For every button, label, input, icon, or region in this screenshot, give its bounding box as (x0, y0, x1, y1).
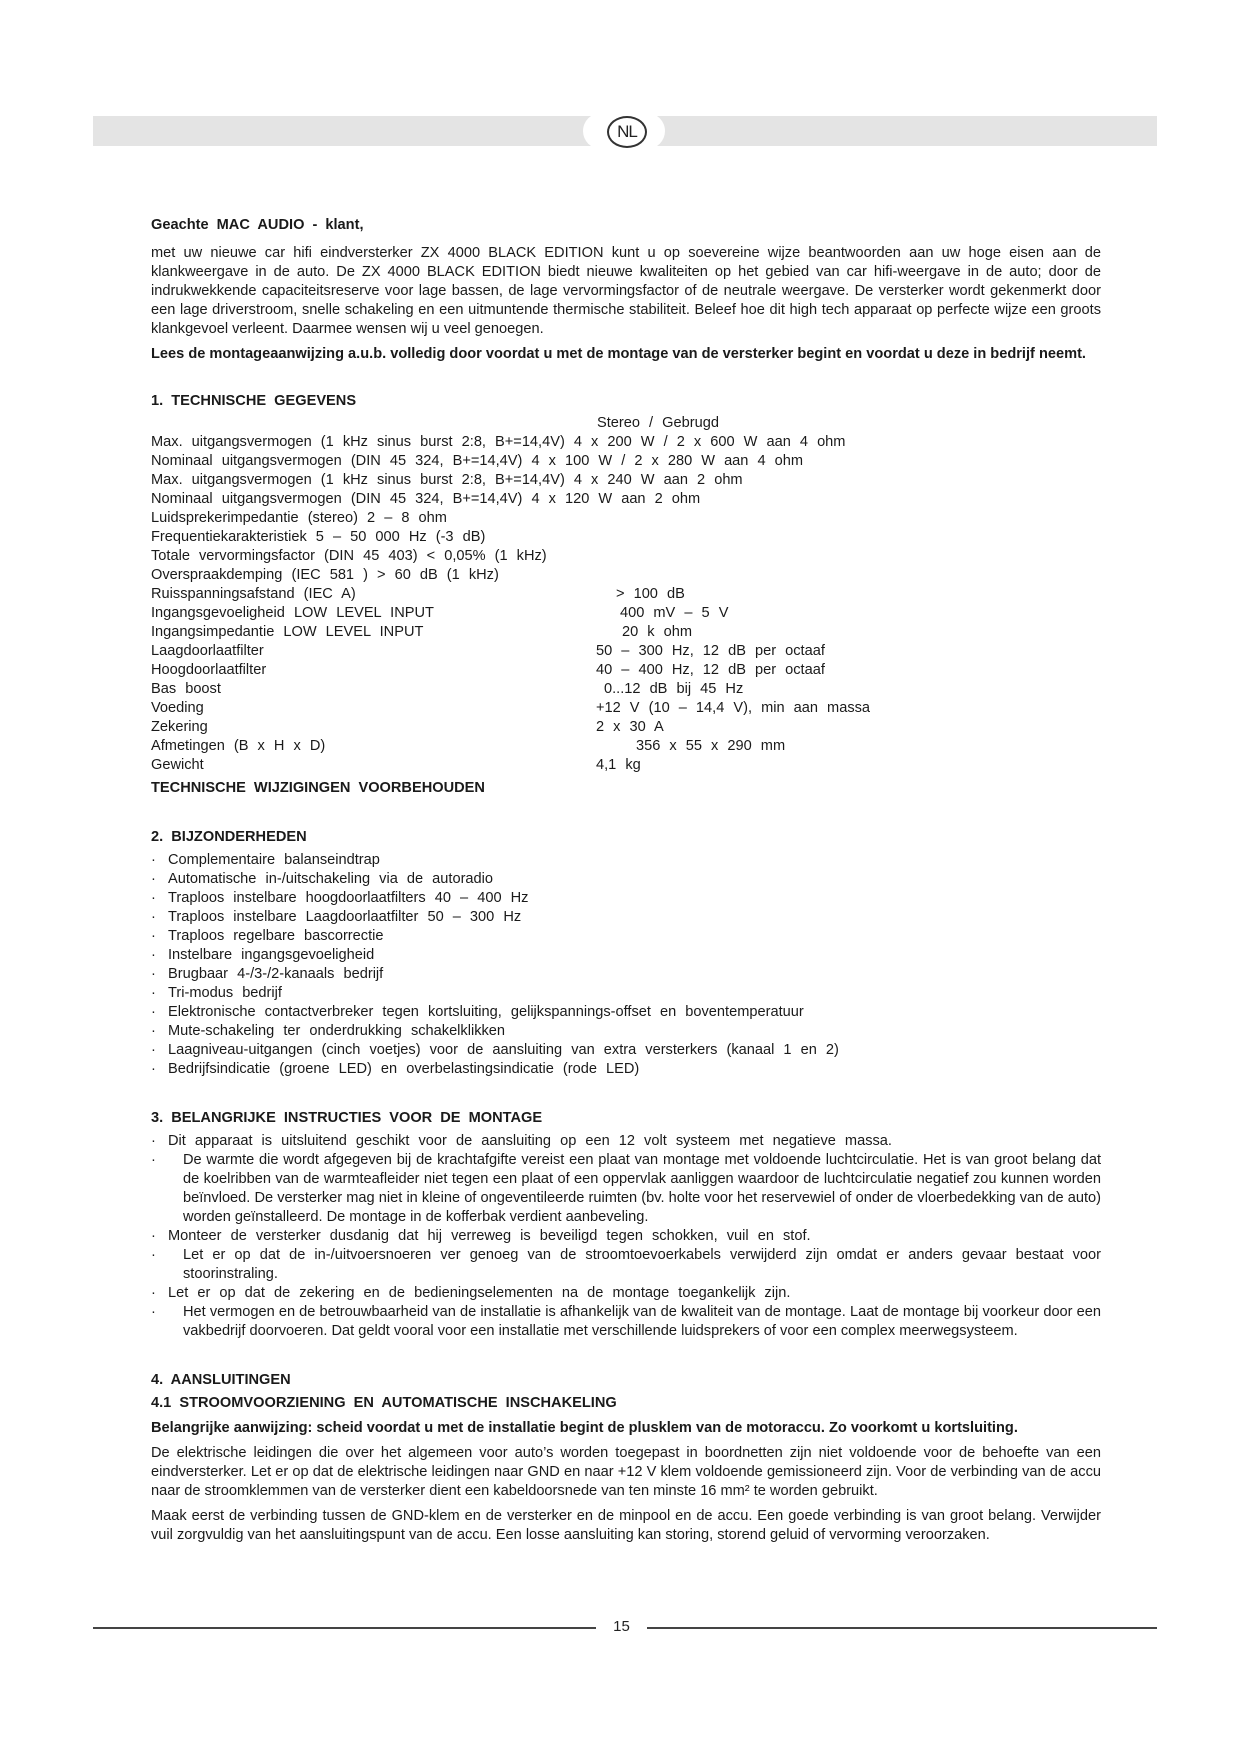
page-content (151, 216, 1101, 1545)
spec-row: Nominaal uitgangsvermogen (DIN 45 324, B+=14,4V) 4 x 100 W / 2 x 280 W aan 4 ohm (151, 453, 804, 469)
spec-row (151, 585, 1101, 604)
section-4-1-title: 4.1 STROOMVOORZIENING EN AUTOMATISCHE INSCHAKELING (151, 1395, 617, 1411)
list-item: · Laagniveau-uitgangen (cinch voetjes) voor de aansluiting van extra versterkers (kanaal 1 en 2) (151, 1041, 1101, 1060)
spec-value: 0...12 dB bij 45 Hz (604, 681, 744, 697)
spec-label: Gewicht (151, 757, 204, 773)
list-item: · Traploos regelbare bascorrectie (151, 927, 1101, 946)
list-item: · Brugbaar 4-/3-/2-kanaals bedrijf (151, 965, 1101, 984)
spec-value: > 100 dB (616, 586, 685, 602)
list-item: · Elektronische contactverbreker tegen kortsluiting, gelijkspannings-offset en boventemperatuur (151, 1003, 1101, 1022)
spec-row (151, 642, 1101, 661)
list-item: · Traploos instelbare Laagdoorlaatfilter 50 – 300 Hz (151, 908, 1101, 927)
list-item: · Let er op dat de in-/uitvoersnoeren ver genoeg van de stroomtoevoerkabels verwijderd zijn omdat er anders gevaar bestaat voor stoorinstraling. (151, 1246, 1101, 1284)
list-item: · Let er op dat de zekering en de bedieningselementen na de montage toegankelijk zijn. (151, 1284, 1101, 1303)
section-1-title: 1. TECHNISCHE GEGEVENS (151, 393, 357, 409)
spec-table (151, 585, 1101, 775)
list-item: · Mute-schakeling ter onderdrukking schakelklikken (151, 1022, 1101, 1041)
spec-row: Max. uitgangsvermogen (1 kHz sinus burst 2:8, B+=14,4V) 4 x 240 W aan 2 ohm (151, 472, 743, 488)
section-4-title: 4. AANSLUITINGEN (151, 1372, 291, 1388)
section-3-title: 3. BELANGRIJKE INSTRUCTIES VOOR DE MONTAGE (151, 1110, 543, 1126)
spec-row (151, 661, 1101, 680)
spec-row (151, 699, 1101, 718)
spec-footnote: TECHNISCHE WIJZIGINGEN VOORBEHOUDEN (151, 780, 485, 796)
spec-value: 2 x 30 A (596, 719, 664, 735)
footer-rule-left (93, 1627, 596, 1629)
list-item: · Automatische in-/uitschakeling via de autoradio (151, 870, 1101, 889)
spec-row: Nominaal uitgangsvermogen (DIN 45 324, B+=14,4V) 4 x 120 W aan 2 ohm (151, 491, 701, 507)
list-item: · Tri-modus bedrijf (151, 984, 1101, 1003)
spec-value: 356 x 55 x 290 mm (636, 738, 786, 754)
spec-value: 20 k ohm (622, 624, 693, 640)
list-item: · Het vermogen en de betrouwbaarheid van de installatie is afhankelijk van de kwaliteit van de montage. Laat de montage bij voorkeur door een vakbedrijf doorvoeren. Dat geldt vooral voor een installatie met verschillende luidsprekers of voor een complex meerwegsysteem. (151, 1303, 1101, 1341)
spec-row (151, 718, 1101, 737)
spec-label: Ingangsimpedantie LOW LEVEL INPUT (151, 624, 424, 640)
connection-paragraph-2: Maak eerst de verbinding tussen de GND-klem en de versterker en de minpool en de accu. Een goede verbinding is van groot belang. Verwijder vuil zorgvuldig van het aansluitingspunt van de accu. Een losse aansluiting kan storing, storend geluid of vervorming veroorzaken. (151, 1508, 1101, 1543)
spec-value: +12 V (10 – 14,4 V), min aan massa (596, 700, 871, 716)
spec-row: Max. uitgangsvermogen (1 kHz sinus burst 2:8, B+=14,4V) 4 x 200 W / 2 x 600 W aan 4 ohm (151, 434, 846, 450)
spec-row (151, 756, 1101, 775)
spec-label: Afmetingen (B x H x D) (151, 738, 326, 754)
footer-rule-right (647, 1627, 1157, 1629)
list-item: · Instelbare ingangsgevoeligheid (151, 946, 1101, 965)
connection-paragraph-1: De elektrische leidingen die over het algemeen voor auto’s worden toegepast in boordnetten zijn niet voldoende voor de behoefte van een eindversterker. Let er op dat de elektrische leidingen naar GND en naar +12 V klem voldoende gemissioneerd zijn. Voor de verbinding van de accu naar de stroomklemmen van de versterker dient een kabeldoorsnede van ten minste 16 mm² te worden gebruikt. (151, 1445, 1101, 1499)
list-item: · De warmte die wordt afgegeven bij de krachtafgifte vereist een plaat van montage met voldoende luchtcirculatie. Het is van groot belang dat de koelribben van de warmteafleider niet tegen een plaat of een oppervlak aanliggen waardoor de luchtcirculatie negatief zou kunnen worden beïnvloed. De versterker mag niet in kleine of ongeventileerde ruimten (bv. holte voor het reservewiel of onder de vloerbedekking van de auto) worden geïnstalleerd. De montage in de kofferbak verdient aanbeveling. (151, 1151, 1101, 1227)
spec-column-header: Stereo / Gebrugd (597, 415, 719, 431)
spec-row: Luidsprekerimpedantie (stereo) 2 – 8 ohm (151, 510, 447, 526)
spec-row (151, 623, 1101, 642)
features-list (151, 851, 1101, 1079)
list-item: · Dit apparaat is uitsluitend geschikt voor de aansluiting op een 12 volt systeem met negatieve massa. (151, 1132, 1101, 1151)
intro-paragraph: met uw nieuwe car hifi eindversterker ZX 4000 BLACK EDITION kunt u op soevereine wijze beantwoorden aan uw hoge eisen aan de klankweergave in de auto. De ZX 4000 BLACK EDITION biedt nieuwe kwaliteiten op het gebied van car hifi-weergave in de auto; door de indrukwekkende capaciteitsreserve voor lage bassen, de lage vervormingsfactor of de neutrale weergave. De versterker wordt gekenmerkt door een lage driverstroom, snelle schakeling en een uitmuntende thermische stabiliteit. Beleef hoe dit high tech apparaat op perfecte wijze een groots klankgevoel verleent. Daarmee wensen wij u veel genoegen. (151, 245, 1101, 337)
spec-row: Totale vervormingsfactor (DIN 45 403) < 0,05% (1 kHz) (151, 548, 547, 564)
list-item: · Monteer de versterker dusdanig dat hij verreweg is beveiligd tegen schokken, vuil en stof. (151, 1227, 1101, 1246)
read-notice: Lees de montageaanwijzing a.u.b. volledig door voordat u met de montage van de versterker begint en voordat u deze in bedrijf neemt. (151, 346, 1086, 362)
list-item: · Bedrijfsindicatie (groene LED) en overbelastingsindicatie (rode LED) (151, 1060, 1101, 1079)
spec-row: Frequentiekarakteristiek 5 – 50 000 Hz (-3 dB) (151, 529, 486, 545)
spec-row (151, 737, 1101, 756)
spec-value: 4,1 kg (596, 757, 641, 773)
spec-label: Bas boost (151, 681, 221, 697)
list-item: · Traploos instelbare hoogdoorlaatfilters 40 – 400 Hz (151, 889, 1101, 908)
spec-row: Overspraakdemping (IEC 581 ) > 60 dB (1 kHz) (151, 567, 499, 583)
instructions-list (151, 1132, 1101, 1341)
spec-label: Ruisspanningsafstand (IEC A) (151, 586, 356, 602)
spec-full-rows (151, 433, 1101, 585)
spec-label: Hoogdoorlaatfilter (151, 662, 267, 678)
greeting: Geachte MAC AUDIO - klant, (151, 217, 364, 233)
spec-label: Ingangsgevoeligheid LOW LEVEL INPUT (151, 605, 434, 621)
list-item: · Complementaire balanseindtrap (151, 851, 1101, 870)
spec-value: 400 mV – 5 V (620, 605, 729, 621)
language-badge: NL (607, 116, 647, 148)
section-2-title: 2. BIJZONDERHEDEN (151, 829, 307, 845)
spec-value: 50 – 300 Hz, 12 dB per octaaf (596, 643, 825, 659)
warning-notice: Belangrijke aanwijzing: scheid voordat u met de installatie begint de plusklem van de motoraccu. Zo voorkomt u kortsluiting. (151, 1420, 1018, 1436)
spec-label: Laagdoorlaatfilter (151, 643, 264, 659)
spec-row (151, 604, 1101, 623)
spec-label: Voeding (151, 700, 204, 716)
spec-value: 40 – 400 Hz, 12 dB per octaaf (596, 662, 825, 678)
page-number: 15 (613, 1618, 630, 1635)
spec-row (151, 680, 1101, 699)
spec-label: Zekering (151, 719, 208, 735)
